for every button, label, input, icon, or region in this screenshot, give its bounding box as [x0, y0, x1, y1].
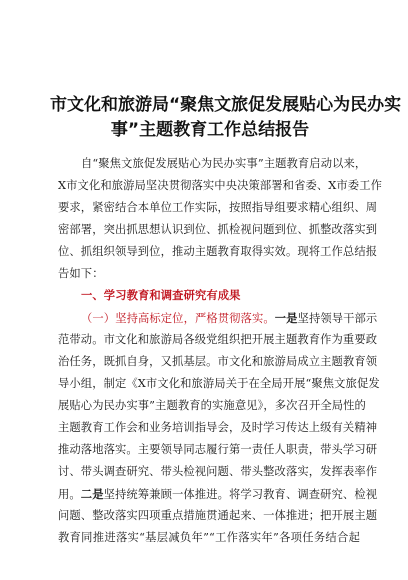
subsection-line [58, 307, 378, 329]
body-line: 主题教育工作会和业务培训指导会，及时学习传达上级有关精神 [58, 421, 378, 434]
intro-line: 密部署，突出抓思想认识到位、抓检视问题到位、抓整改落实到 [58, 223, 378, 236]
body-line: 问题、整改落实四项重点措施贯通起来、一体推进；把开展主题 [58, 509, 378, 522]
document-body [58, 153, 383, 549]
point-marker: 一是 [274, 311, 298, 325]
body-text: 用。 [58, 488, 81, 501]
body-line: 讨、带头调查研究、带头检视问题、带头整改落实，发挥表率作 [58, 465, 378, 478]
title-line-2: 事”主题教育工作总结报告 [110, 120, 310, 140]
body-line: 治任务，既抓自身，又抓基层。市文化和旅游局成立主题教育领 [58, 355, 378, 368]
intro-line: X市文化和旅游局坚决贯彻落实中央决策部署和省委、X市委工作 [58, 179, 383, 192]
body-line: 范带动。市文化和旅游局各级党组织把开展主题教育作为重要政 [58, 333, 378, 346]
intro-line: 要求，紧密结合本单位工作实际，按照指导组要求精心组织、周 [58, 201, 378, 214]
subsection-lead-text: 坚持领导干部示 [297, 312, 378, 325]
body-line: 展贴心为民办实事”主题教育的实施意见》，多次召开全局性的 [58, 399, 366, 412]
body-line: 导小组，制定《X市文化和旅游局关于在全局开展“聚焦文旅促发 [58, 377, 380, 390]
intro-line: 位、抓组织领导到位，推动主题教育取得实效。现将工作总结报 [58, 245, 378, 258]
intro-line: 自“聚焦文旅促发展贴心为民办实事”主题教育启动以来， [81, 157, 367, 170]
title-line-1: 市文化和旅游局“聚焦文旅促发展贴心为民办实 [50, 95, 402, 115]
intro-line: 告如下： [58, 267, 104, 280]
body-text: 坚持统筹兼顾一体推进。将学习教育、调查研究、检视 [103, 488, 378, 501]
document-title [50, 93, 402, 143]
subsection-heading: （一）坚持高标定位，严格贯彻落实。 [81, 312, 275, 325]
body-line: 推动落地落实。主要领导同志履行第一责任人职责，带头学习研 [58, 443, 378, 456]
section-heading: 一、学习教育和调查研究有成果 [81, 289, 241, 302]
point-marker: 二是 [80, 487, 104, 501]
body-line [58, 483, 378, 505]
body-line: 教育同推进落实“基层减负年”“工作落实年”各项任务结合起 [58, 531, 360, 544]
